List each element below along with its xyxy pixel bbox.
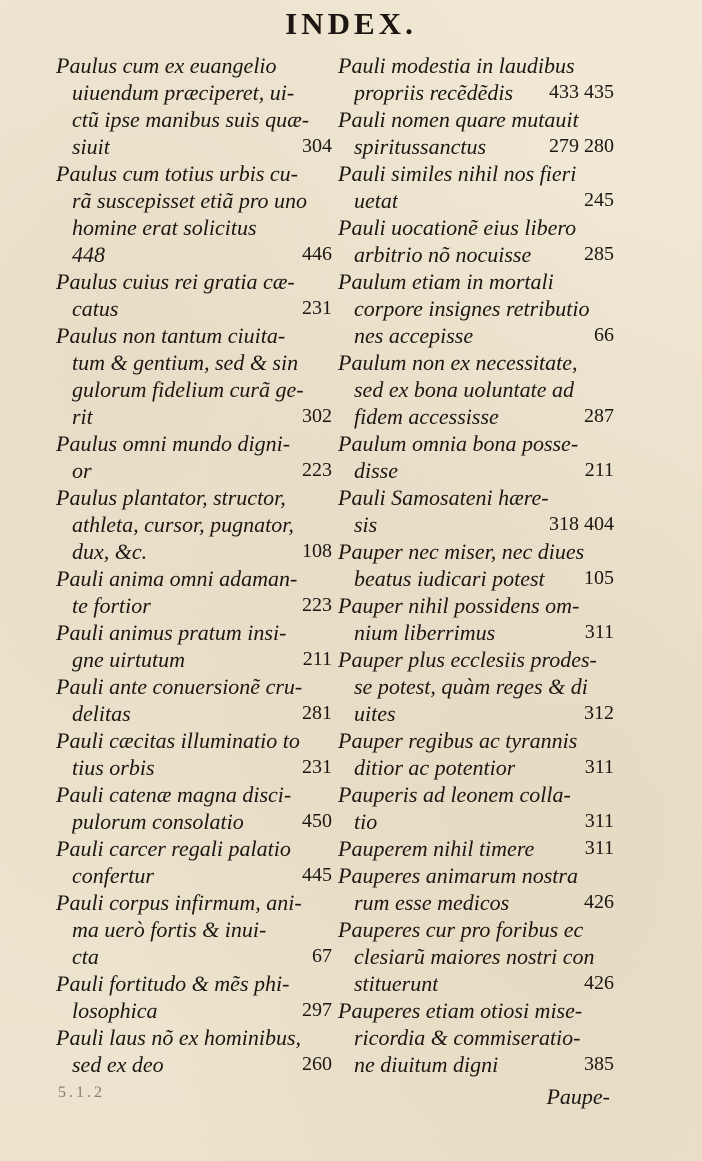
index-entry-text: propriis recẽdẽdis (354, 80, 514, 105)
index-entry-line (56, 52, 332, 79)
index-entry (56, 619, 332, 673)
index-entry-pages: 66 (594, 324, 614, 346)
index-entry-pages: 426 (584, 972, 614, 994)
index-entry (56, 835, 332, 889)
ink-smudge-mark: 5.1.2 (58, 1084, 105, 1101)
index-entry-text: ma uerò fortis & inui- (72, 917, 267, 942)
index-entry-text: rit (72, 404, 93, 429)
index-entry-text: Pauli catenæ magna disci- (56, 782, 292, 807)
index-entry (338, 835, 614, 862)
index-entry (56, 781, 332, 835)
index-entry-text: beatus iudicari potest (354, 566, 545, 591)
index-entry-line (338, 160, 614, 187)
index-entry-line (338, 511, 614, 538)
index-entry-pages: 279 280 (549, 135, 614, 157)
index-entry-line (56, 322, 332, 349)
index-entry-text: uiuendum præciperet, ui- (72, 80, 295, 105)
index-entry-text: Pauperes animarum nostra (338, 863, 578, 888)
index-entry-line (56, 349, 332, 376)
index-entry-text: Paulus omni mundo digni- (56, 431, 291, 456)
index-entry-pages: 281 (302, 702, 332, 724)
index-entry-text: homine erat solicitus (72, 215, 257, 240)
index-entry-text: nes accepisse (354, 323, 474, 348)
index-entry-text: arbitrio nõ nocuisse (354, 242, 532, 267)
index-entry-line (338, 106, 614, 133)
index-entry-text: Paulus cum totius urbis cu- (56, 161, 298, 186)
index-entry-line (56, 808, 332, 835)
index-entry-pages: 211 (302, 648, 332, 670)
index-entry-line (56, 1051, 332, 1078)
index-entry-line (56, 295, 332, 322)
index-entry (56, 430, 332, 484)
index-entry-text: Pauper regibus ac tyrannis (338, 728, 578, 753)
index-entry (56, 322, 332, 430)
index-entry-line (338, 943, 614, 970)
page-header-title: INDEX. (285, 6, 417, 41)
index-entry-text: Paulus plantator, structor, (56, 485, 286, 510)
index-entry-line (56, 430, 332, 457)
index-entry (338, 268, 614, 349)
index-entry-text: confertur (72, 863, 154, 888)
index-entry-pages: 287 (584, 405, 614, 427)
index-entry-text: Pauli nomen quare mutauit (338, 107, 579, 132)
index-entry-text: stituerunt (354, 971, 439, 996)
catchword: Paupe- (546, 1084, 610, 1109)
index-entry (56, 268, 332, 322)
index-entry-line (338, 700, 614, 727)
index-entry-line (338, 673, 614, 700)
index-entry-pages: 285 (584, 243, 614, 265)
index-entry-text: Pauli carcer regali palatio (56, 836, 291, 861)
index-entry-text: corpore insignes retributio (354, 296, 590, 321)
index-entry-pages: 446 (302, 243, 332, 265)
index-entry-line (338, 241, 614, 268)
index-entry-line (56, 268, 332, 295)
index-entry-text: pulorum consolatio (72, 809, 244, 834)
index-entry-text: Pauli uocationẽ eius libero (338, 215, 577, 240)
index-entry-line (56, 997, 332, 1024)
index-entry-line (338, 214, 614, 241)
index-entry (338, 727, 614, 781)
index-entry-pages: 231 (302, 297, 332, 319)
index-entry-text: Paulus cuius rei gratia cæ- (56, 269, 295, 294)
index-entry-pages: 302 (302, 405, 332, 427)
index-entry-text: tum & gentium, sed & sin (72, 350, 299, 375)
index-entry (338, 862, 614, 916)
index-entry-text: 448 (72, 242, 105, 267)
index-entry-line (56, 673, 332, 700)
index-entry-line (56, 754, 332, 781)
index-entry (338, 214, 614, 268)
index-entry-line (56, 106, 332, 133)
index-entry-text: se potest, quàm reges & di (354, 674, 588, 699)
index-entry (338, 916, 614, 997)
index-entry-line (338, 565, 614, 592)
index-entry (338, 646, 614, 727)
index-entry-text: fidem accessisse (354, 404, 499, 429)
index-entry-line (338, 727, 614, 754)
index-entry (338, 106, 614, 160)
index-entry-text: nium liberrimus (354, 620, 496, 645)
index-entry-text: Pauli laus nõ ex hominibus, (56, 1025, 302, 1050)
index-entry-line (338, 349, 614, 376)
index-entry-pages: 297 (302, 999, 332, 1021)
index-entry-pages: 312 (584, 702, 614, 724)
index-entry-line (56, 457, 332, 484)
index-entry (56, 565, 332, 619)
index-entry-text: tio (354, 809, 378, 834)
index-entry-text: delitas (72, 701, 131, 726)
index-entry-line (338, 430, 614, 457)
index-entry-line (338, 916, 614, 943)
index-entry-text: uetat (354, 188, 398, 213)
index-entry-line (56, 160, 332, 187)
index-entry-pages: 450 (302, 810, 332, 832)
index-entry-text: gulorum fidelium curã ge- (72, 377, 304, 402)
index-entry-line (338, 970, 614, 997)
index-entry-text: sed ex deo (72, 1052, 164, 1077)
index-entry-text: or (72, 458, 92, 483)
index-entry-line (338, 295, 614, 322)
index-entry-line (338, 1024, 614, 1051)
index-entry-text: Pauper nec miser, nec diues (338, 539, 585, 564)
index-entry-text: gne uirtutum (72, 647, 186, 672)
index-entry (56, 1024, 332, 1078)
index-entry-text: Pauper plus ecclesiis prodes- (338, 647, 597, 672)
index-entry-line (338, 646, 614, 673)
index-entry-pages: 385 (584, 1053, 614, 1075)
index-entry-text: ricordia & commiseratio- (354, 1025, 581, 1050)
index-entry-line (56, 943, 332, 970)
index-entry (338, 538, 614, 592)
index-entry-text: ctũ ipse manibus suis quæ- (72, 107, 310, 132)
index-entry-line (338, 619, 614, 646)
index-entry-text: sed ex bona uoluntate ad (354, 377, 574, 402)
index-column-left (56, 52, 332, 1078)
index-entry-line (338, 781, 614, 808)
index-entry (338, 592, 614, 646)
index-entry-pages: 260 (302, 1053, 332, 1075)
index-entry-line (56, 862, 332, 889)
index-entry-text: Pauperes etiam otiosi mise- (338, 998, 583, 1023)
index-entry-pages: 318 404 (549, 513, 614, 535)
index-entry-pages: 211 (584, 459, 614, 481)
index-entry-line (338, 133, 614, 160)
index-entry-text: dux, &c. (72, 539, 148, 564)
index-entry-line (56, 133, 332, 160)
index-entry (338, 997, 614, 1078)
index-entry-text: catus (72, 296, 119, 321)
index-entry-line (338, 187, 614, 214)
index-entry (56, 970, 332, 1024)
index-entry-text: uites (354, 701, 396, 726)
index-entry-line (338, 754, 614, 781)
index-entry-line (56, 214, 332, 241)
index-entry-line (56, 538, 332, 565)
index-entry-line (338, 592, 614, 619)
index-entry-line (338, 79, 614, 106)
index-entry-line (338, 538, 614, 565)
index-entry-line (338, 862, 614, 889)
index-entry-text: Pauli modestia in laudibus (338, 53, 575, 78)
index-entry-line (338, 484, 614, 511)
index-entry-text: ditior ac potentior (354, 755, 516, 780)
index-entry-line (338, 808, 614, 835)
index-entry-line (56, 511, 332, 538)
index-entry (338, 349, 614, 430)
index-entry-pages: 311 (584, 621, 614, 643)
index-entry-line (56, 484, 332, 511)
index-entry-pages: 223 (302, 594, 332, 616)
index-entry-pages: 311 (584, 810, 614, 832)
index-entry-text: sis (354, 512, 378, 537)
index-entry-line (56, 619, 332, 646)
index-entry-text: Pauli corpus infirmum, ani- (56, 890, 302, 915)
index-entry-line (338, 1051, 614, 1078)
index-entry-text: Pauli ante conuersionẽ cru- (56, 674, 303, 699)
index-entry-text: tius orbis (72, 755, 155, 780)
index-entry-pages: 67 (312, 945, 332, 967)
index-entry (338, 160, 614, 214)
index-entry-line (56, 646, 332, 673)
index-entry-pages: 311 (584, 756, 614, 778)
index-entry-text: siuit (72, 134, 110, 159)
index-entry-text: Pauli anima omni adaman- (56, 566, 298, 591)
index-entry-line (338, 376, 614, 403)
index-entry-text: Pauli fortitudo & mẽs phi- (56, 971, 290, 996)
index-entry-line (56, 79, 332, 106)
index-entry-line (338, 52, 614, 79)
index-entry-pages: 108 (302, 540, 332, 562)
index-entry-line (56, 835, 332, 862)
index-entry-line (56, 727, 332, 754)
index-entry-pages: 304 (302, 135, 332, 157)
index-entry-line (56, 376, 332, 403)
index-entry-line (56, 1024, 332, 1051)
index-entry-text: Pauperem nihil timere (338, 836, 535, 861)
index-entry-line (56, 592, 332, 619)
index-entry (338, 430, 614, 484)
index-entry (338, 781, 614, 835)
index-entry-text: ne diuitum digni (354, 1052, 499, 1077)
index-entry-pages: 311 (584, 837, 614, 859)
index-entry-text: disse (354, 458, 398, 483)
index-entry-line (56, 970, 332, 997)
index-entry-text: Pauperes cur pro foribus ec (338, 917, 584, 942)
index-entry-text: Pauperis ad leonem colla- (338, 782, 571, 807)
index-entry-text: cta (72, 944, 99, 969)
index-entry-text: rã suscepisset etiã pro uno (72, 188, 308, 213)
index-entry-line (56, 187, 332, 214)
index-entry-text: clesiarũ maiores nostri con (354, 944, 595, 969)
index-entry (56, 673, 332, 727)
index-entry-pages: 245 (584, 189, 614, 211)
index-entry-line (338, 457, 614, 484)
index-entry-text: Paulum non ex necessitate, (338, 350, 578, 375)
index-entry-pages: 445 (302, 864, 332, 886)
index-entry-line (338, 889, 614, 916)
index-entry (56, 727, 332, 781)
index-entry (338, 52, 614, 106)
index-entry-text: Pauli Samosateni hære- (338, 485, 549, 510)
index-column-right (338, 52, 614, 1078)
index-entry-line (338, 997, 614, 1024)
index-entry-pages: 231 (302, 756, 332, 778)
index-entry-text: Pauper nihil possidens om- (338, 593, 580, 618)
index-entry-text: Paulum etiam in mortali (338, 269, 554, 294)
index-entry (338, 484, 614, 538)
index-entry (56, 484, 332, 565)
index-entry-text: Paulus non tantum ciuita- (56, 323, 286, 348)
index-entry-line (56, 781, 332, 808)
index-entry (56, 160, 332, 268)
index-entry-text: Pauli cæcitas illuminatio to (56, 728, 300, 753)
index-entry-text: athleta, cursor, pugnator, (72, 512, 294, 537)
index-entry-text: Paulum omnia bona posse- (338, 431, 579, 456)
index-entry (56, 889, 332, 970)
index-entry-text: Paulus cum ex euangelio (56, 53, 277, 78)
index-entry-text: losophica (72, 998, 158, 1023)
index-entry-text: Pauli similes nihil nos fieri (338, 161, 577, 186)
index-entry-text: Pauli animus pratum insi- (56, 620, 287, 645)
index-entry-pages: 223 (302, 459, 332, 481)
index-entry-pages: 426 (584, 891, 614, 913)
index-entry-line (338, 835, 614, 862)
index-entry-text: rum esse medicos (354, 890, 510, 915)
index-entry-line (56, 889, 332, 916)
index-entry-line (338, 268, 614, 295)
index-entry-pages: 433 435 (549, 81, 614, 103)
index-entry-line (56, 565, 332, 592)
index-entry-line (56, 700, 332, 727)
index-entry-line (56, 241, 332, 268)
index-entry-pages: 105 (584, 567, 614, 589)
index-entry-line (56, 916, 332, 943)
index-entry-line (338, 322, 614, 349)
index-entry (56, 52, 332, 160)
index-entry-text: te fortior (72, 593, 151, 618)
index-entry-line (56, 403, 332, 430)
index-entry-text: spiritussanctus (354, 134, 487, 159)
index-entry-line (338, 403, 614, 430)
